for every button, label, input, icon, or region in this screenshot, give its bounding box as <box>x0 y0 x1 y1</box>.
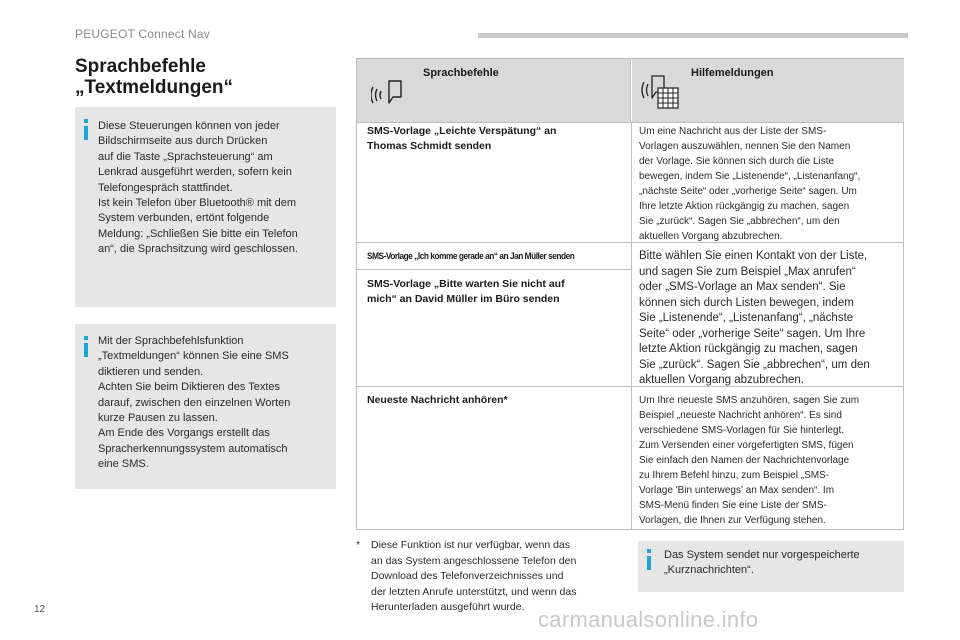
info-icon-stem <box>84 343 88 357</box>
table-cell-command: SMS-Vorlage „Bitte warten Sie nicht auf mich“ an David Müller im Büro senden <box>367 278 565 305</box>
info-text: Mit der Sprachbefehlsfunktion „Textmeldungen“ können Sie eine SMS diktieren und senden. Achten Sie beim Diktieren des Textes darauf, zwischen den einzelnen Worten kurze Pausen zu lassen. Am Ende des Vorgangs erstellt das Spracherkennungssystem automatisch eine SMS. <box>98 335 291 471</box>
table-cell-help: Um eine Nachricht aus der Liste der SMS- Vorlagen auszuwählen, nennen Sie den Namen der Vorlage. Sie können sich durch die Liste bewegen, indem Sie „Listenende“, „Listenanfang“, „nächste Seite“ oder „vorherige Seite“ sagen. Um Ihre letzte Aktion rückgängig zu machen, sagen Sie „zurück“. Sagen Sie „abbrechen“, um den aktuellen Vorgang abzubrechen. <box>639 126 861 242</box>
info-text: Das System sendet nur vorgespeicherte „Kurznachrichten“. <box>664 549 860 577</box>
info-icon-stem <box>84 126 88 140</box>
footnote-marker: * <box>356 539 361 551</box>
voice-help-icon <box>638 72 682 112</box>
running-header: PEUGEOT Connect Nav <box>75 27 210 41</box>
header-label: Hilfemeldungen <box>691 67 774 79</box>
table-cell-command: SMS-Vorlage „Ich komme gerade an“ an Jan Müller senden <box>367 251 575 261</box>
footnote-text: Diese Funktion ist nur verfügbar, wenn das an das System angeschlossene Telefon den Download des Telefonverzeichnisses und der letzten Anrufe unterstützt, und wenn das Herunterladen ausgeführt wurde. <box>371 539 577 613</box>
column-divider <box>631 122 632 530</box>
info-icon <box>84 119 88 123</box>
table-cell-command: Neueste Nachricht anhören* <box>367 394 508 406</box>
table-cell-command: SMS-Vorlage „Leichte Verspätung“ an Thomas Schmidt senden <box>367 125 557 152</box>
info-icon <box>84 336 88 340</box>
info-box-sms-dictation <box>75 324 336 489</box>
table-cell-help: Bitte wählen Sie einen Kontakt von der Liste, und sagen Sie zum Beispiel „Max anrufen“ oder „SMS-Vorlage an Max senden“. Sie können sich durch Listen bewegen, indem Sie „Listenende“, „Listenanfang“, „nächste Seite“ oder „vorherige Seite“ sagen. Um Ihre letzte Aktion rückgängig zu machen, sagen Sie „zurück“. Sagen Sie „abbrechen“, um den aktuellen Vorgang abzubrechen. <box>639 250 870 386</box>
header-rule <box>478 33 908 38</box>
table-header-help <box>632 59 904 122</box>
page-title: Sprachbefehle „Textmeldungen“ <box>75 56 233 98</box>
voice-command-table <box>356 58 904 530</box>
row-divider <box>357 269 631 270</box>
watermark: carmanualsonline.info <box>538 607 759 632</box>
page-number: 12 <box>34 604 46 615</box>
voice-command-icon <box>371 75 407 111</box>
info-icon-stem <box>647 556 651 570</box>
header-label: Sprachbefehle <box>423 67 499 79</box>
info-icon <box>647 549 651 553</box>
info-box-voice-commands <box>75 107 336 307</box>
table-header-commands <box>357 59 631 122</box>
table-cell-help: Um Ihre neueste SMS anzuhören, sagen Sie zum Beispiel „neueste Nachricht anhören“. Es sind verschiedene SMS-Vorlagen für Sie hinterlegt. Zum Versenden einer vorgefertigten SMS, fügen Sie einfach den Namen der Nachrichtenvorlage zu Ihrem Befehl hinzu, zum Beispiel „SMS- Vorlage 'Bin unterwegs' an Max senden“. Im SMS-Menü finden Sie eine Liste der SMS- Vorlagen, die Ihnen zur Verfügung stehen. <box>639 395 860 526</box>
info-text: Diese Steuerungen können von jeder Bildschirmseite aus durch Drücken auf die Taste „Sprachsteuerung“ am Lenkrad ausgeführt werden, sofern kein Telefongespräch stattfindet. Ist kein Telefon über Bluetooth® mit dem System verbunden, ertönt folgende Meldung: „Schließen Sie bitte ein Telefon an“, die Sprachsitzung wird geschlossen. <box>98 120 298 256</box>
row-divider <box>357 122 903 123</box>
info-box-sms-templates <box>638 541 904 592</box>
